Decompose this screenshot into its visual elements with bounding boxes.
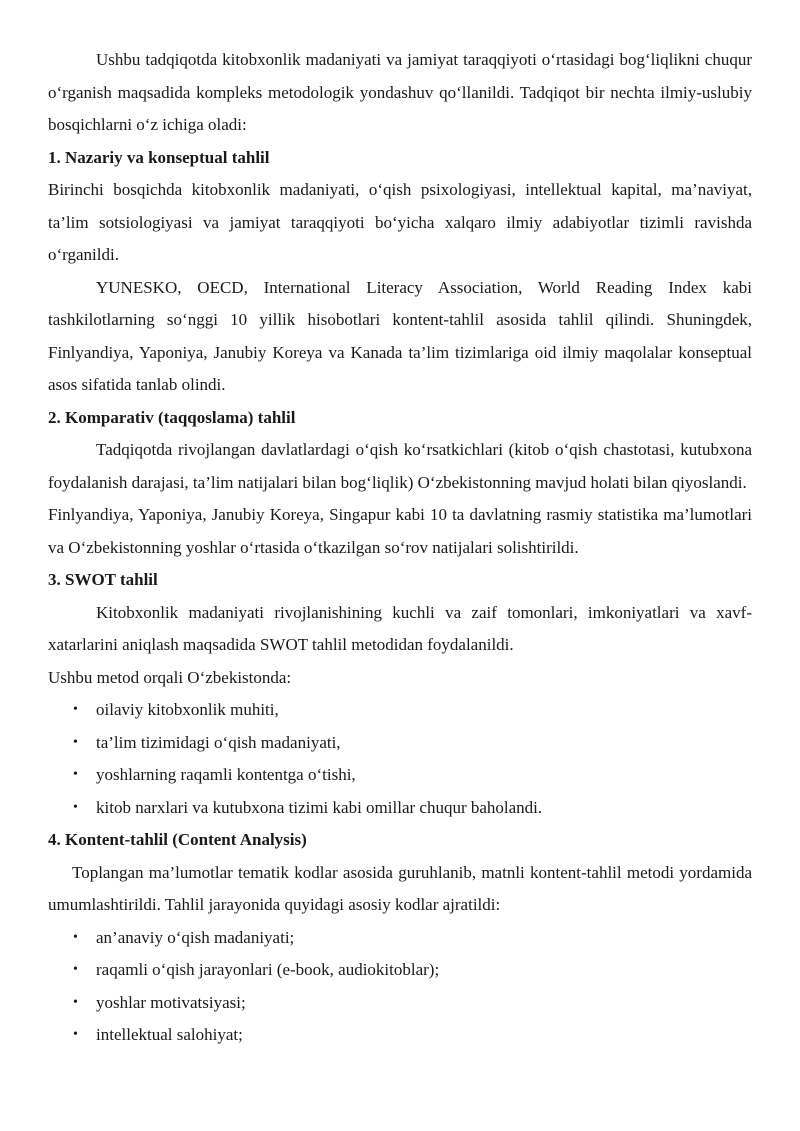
list-item: • yoshlarning raqamli kontentga o‘tishi, <box>48 759 752 792</box>
section-1-heading: 1. Nazariy va konseptual tahlil <box>48 147 270 167</box>
section-3-heading: 3. SWOT tahlil <box>48 570 158 589</box>
bullet-icon: • <box>73 962 78 977</box>
section-2-heading: 2. Komparativ (taqqoslama) tahlil <box>48 407 296 427</box>
bullet-icon: • <box>73 1027 78 1042</box>
bullet-icon: • <box>73 799 78 815</box>
analysis-codes-list <box>48 922 752 1052</box>
list-item: • intellektual salohiyat; <box>48 1019 752 1052</box>
bullet-icon: • <box>73 994 78 1010</box>
list-item: • yoshlar motivatsiyasi; <box>48 987 752 1020</box>
list-item: • oilaviy kitobxonlik muhiti, <box>48 694 752 727</box>
section-4-heading: 4. Kontent-tahlil (Content Analysis) <box>48 830 307 849</box>
list-item: • an’anaviy o‘qish madaniyati; <box>48 922 752 955</box>
list-item: • kitob narxlari va kutubxona tizimi kabi omillar chuqur baholandi. <box>48 792 752 825</box>
list-item: • raqamli o‘qish jarayonlari (e-book, audiokitoblar); <box>48 954 752 987</box>
section-3-paragraph-1: Kitobxonlik madaniyati rivojlanishining kuchli va zaif tomonlari, imkoniyatlari va xavf-xatarlarini aniqlash maqsadida SWOT tahlil metodidan foydalanildi. <box>48 602 752 654</box>
section-2-paragraph-2: Finlyandiya, Yaponiya, Janubiy Koreya, Singapur kabi 10 ta davlatning rasmiy statistika ma’lumotlari va O‘zbekistonning yoshlar o‘rtasida o‘tkazilgan so‘rov natijalari solishtirildi. <box>48 505 752 557</box>
section-3-paragraph-2: Ushbu metod orqali O‘zbekistonda: <box>48 667 292 687</box>
list-item: • ta’lim tizimidagi o‘qish madaniyati, <box>48 727 752 760</box>
section-2-paragraph-1: Tadqiqotda rivojlangan davlatlardagi o‘qish ko‘rsatkichlari (kitob o‘qish chastotasi, kutubxona foydalanish darajasi, ta’lim natijalari bilan bog‘liqlik) O‘zbekistonning mavjud holati bilan qiyoslandi. <box>48 440 752 492</box>
bullet-icon: • <box>73 767 78 782</box>
intro-paragraph: Ushbu tadqiqotda kitobxonlik madaniyati va jamiyat taraqqiyoti o‘rtasidagi bog‘liqlikni chuqur o‘rganish maqsadida kompleks metodologik yondashuv qo‘llanildi. Tadqiqot bir nechta ilmiy-uslubiy bosqichlarni o‘z ichiga oladi: <box>48 50 752 134</box>
swot-factors-list <box>48 694 752 824</box>
bullet-icon: • <box>73 929 78 945</box>
bullet-icon: • <box>73 702 78 717</box>
section-1-paragraph-1: Birinchi bosqichda kitobxonlik madaniyati, o‘qish psixologiyasi, intellektual kapital, ma’naviyat, ta’lim sotsiologiyasi va jamiyat taraqqiyoti bo‘yicha xalqaro ilmiy adabiyotlar tizimli ravishda o‘rganildi. <box>48 180 752 264</box>
section-4-paragraph-1: Toplangan ma’lumotlar tematik kodlar asosida guruhlanib, matnli kontent-tahlil metodi yordamida umumlashtirildi. Tahlil jarayonida quyidagi asosiy kodlar ajratildi: <box>48 862 752 914</box>
section-1-paragraph-2: YUNESKO, OECD, International Literacy Association, World Reading Index kabi tashkilotlarning so‘nggi 10 yillik hisobotlari kontent-tahlil asosida tahlil qilindi. Shuningdek, Finlyandiya, Yaponiya, Janubiy Koreya va Kanada ta’lim tizimlariga oid ilmiy maqolalar konseptual asos sifatida tanlab olindi. <box>48 277 752 394</box>
bullet-icon: • <box>73 734 78 750</box>
document-page <box>48 44 752 1052</box>
